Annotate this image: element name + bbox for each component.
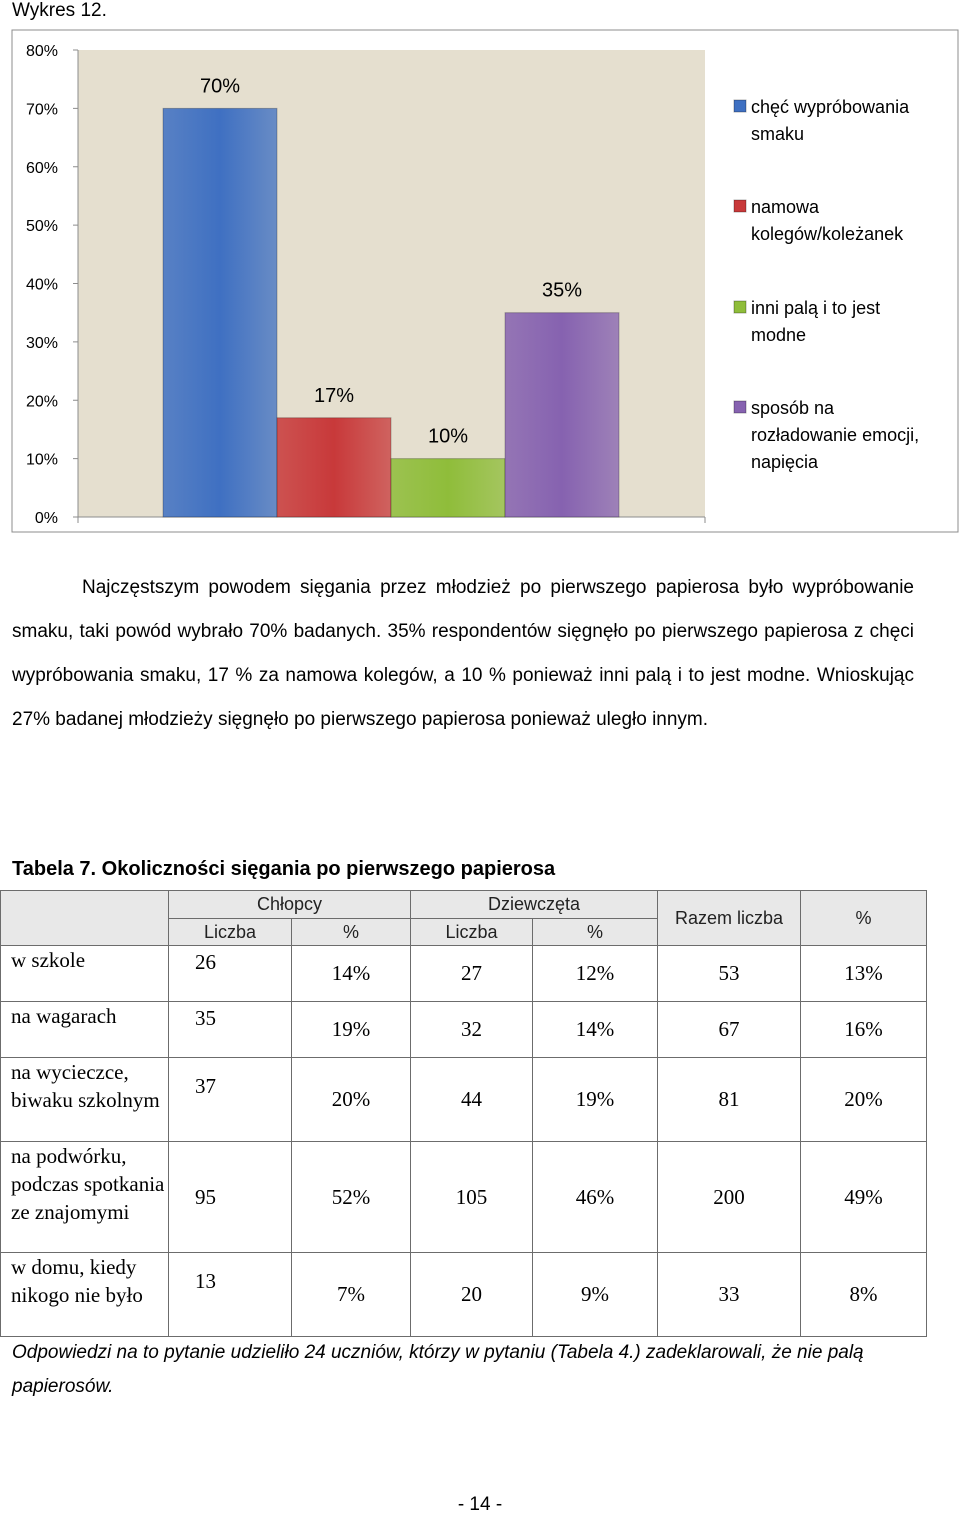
header-boys-count: Liczba — [169, 919, 292, 946]
cell-boys-pct: 20% — [292, 1058, 411, 1142]
row-label: w domu, kiedy nikogo nie było — [1, 1253, 169, 1337]
table-title: Tabela 7. Okoliczności sięgania po pierwszego papierosa — [12, 858, 556, 880]
y-tick-label: 30% — [25, 334, 58, 352]
header-girls: Dziewczęta — [411, 891, 658, 919]
cell-total-pct: 20% — [801, 1058, 927, 1142]
bar — [391, 459, 505, 517]
bar — [505, 313, 619, 517]
legend-label: namowa kolegów/koleżanek — [751, 197, 904, 244]
header-total-pct: % — [801, 891, 927, 946]
cell-boys-count: 35 — [169, 1002, 292, 1058]
y-tick-label: 40% — [25, 276, 58, 294]
bar-value-label: 70% — [199, 75, 241, 98]
y-tick-label: 50% — [25, 218, 58, 236]
y-tick-label: 70% — [25, 101, 58, 119]
table-row — [1, 1253, 927, 1337]
y-tick-label: 60% — [25, 159, 58, 177]
cell-total-pct: 8% — [801, 1253, 927, 1337]
legend-label: sposób na rozładowanie emocji, napięcia — [751, 398, 920, 472]
header-girls-pct: % — [533, 919, 658, 946]
cell-girls-pct: 12% — [533, 946, 658, 1002]
cell-boys-count: 26 — [169, 946, 292, 1002]
cell-boys-pct: 52% — [292, 1142, 411, 1253]
cell-boys-count: 37 — [169, 1058, 292, 1142]
row-label: na podwórku, podczas spotkania ze znajomymi — [1, 1142, 169, 1253]
row-label: na wycieczce, biwaku szkolnym — [1, 1058, 169, 1142]
header-girls-count: Liczba — [411, 919, 533, 946]
figure-label: Wykres 12. — [12, 0, 107, 21]
header-total-count: Razem liczba — [658, 891, 801, 946]
cell-girls-count: 44 — [411, 1058, 533, 1142]
cell-girls-pct: 9% — [533, 1253, 658, 1337]
cell-boys-pct: 19% — [292, 1002, 411, 1058]
legend-swatch — [734, 401, 746, 413]
cell-total-count: 67 — [658, 1002, 801, 1058]
legend-label: chęć wypróbowania smaku — [751, 97, 910, 144]
y-tick-label: 10% — [25, 451, 58, 469]
cell-boys-count: 95 — [169, 1142, 292, 1253]
cell-girls-count: 105 — [411, 1142, 533, 1253]
bar — [163, 108, 277, 517]
cell-boys-pct: 14% — [292, 946, 411, 1002]
cell-girls-pct: 46% — [533, 1142, 658, 1253]
y-tick-label: 0% — [34, 510, 58, 527]
cell-girls-count: 27 — [411, 946, 533, 1002]
y-tick-label: 80% — [25, 43, 58, 60]
table-row — [1, 1002, 927, 1058]
row-label: na wagarach — [1, 1002, 169, 1058]
table-row — [1, 1058, 927, 1142]
y-tick-label: 20% — [25, 393, 58, 411]
bar-value-label: 35% — [541, 279, 583, 302]
cell-total-pct: 49% — [801, 1142, 927, 1253]
page-number: - 14 - — [457, 1494, 503, 1515]
cell-total-count: 81 — [658, 1058, 801, 1142]
legend-swatch — [734, 100, 746, 112]
cell-boys-pct: 7% — [292, 1253, 411, 1337]
cell-total-count: 53 — [658, 946, 801, 1002]
row-label: w szkole — [1, 946, 169, 1002]
header-boys-pct: % — [292, 919, 411, 946]
table-row — [1, 946, 927, 1002]
cell-total-count: 33 — [658, 1253, 801, 1337]
table-row — [1, 1142, 927, 1253]
header-boys: Chłopcy — [169, 891, 411, 919]
cell-boys-count: 13 — [169, 1253, 292, 1337]
cell-girls-count: 32 — [411, 1002, 533, 1058]
bar — [277, 418, 391, 517]
footnote: Odpowiedzi na to pytanie udzieliło 24 uczniów, którzy w pytaniu (Tabela 4.) zadeklarowali, że nie palą papierosów. — [12, 1342, 864, 1397]
header-empty — [1, 891, 169, 946]
cell-total-count: 200 — [658, 1142, 801, 1253]
cell-total-pct: 13% — [801, 946, 927, 1002]
cell-girls-count: 20 — [411, 1253, 533, 1337]
legend-swatch — [734, 200, 746, 212]
bar-value-label: 17% — [313, 384, 355, 407]
legend-label: inni palą i to jest modne — [751, 298, 881, 345]
cell-girls-pct: 14% — [533, 1002, 658, 1058]
legend-swatch — [734, 301, 746, 313]
cell-total-pct: 16% — [801, 1002, 927, 1058]
bar-value-label: 10% — [427, 425, 469, 448]
description-paragraph: Najczęstszym powodem sięgania przez młodzież po pierwszego papierosa było wypróbowanie smaku, taki powód wybrało 70% badanych. 35% respondentów sięgnęło po pierwszego papierosa z chęci wypróbowania smaku, 17 % za namowa kolegów, a 10 % ponieważ inni palą i to jest modne. Wnioskując 27% badanej młodzieży sięgnęło po pierwszego papierosa ponieważ uległo innym. — [12, 577, 914, 730]
circumstances-table — [0, 890, 927, 1337]
bar-chart — [0, 0, 960, 535]
cell-girls-pct: 19% — [533, 1058, 658, 1142]
